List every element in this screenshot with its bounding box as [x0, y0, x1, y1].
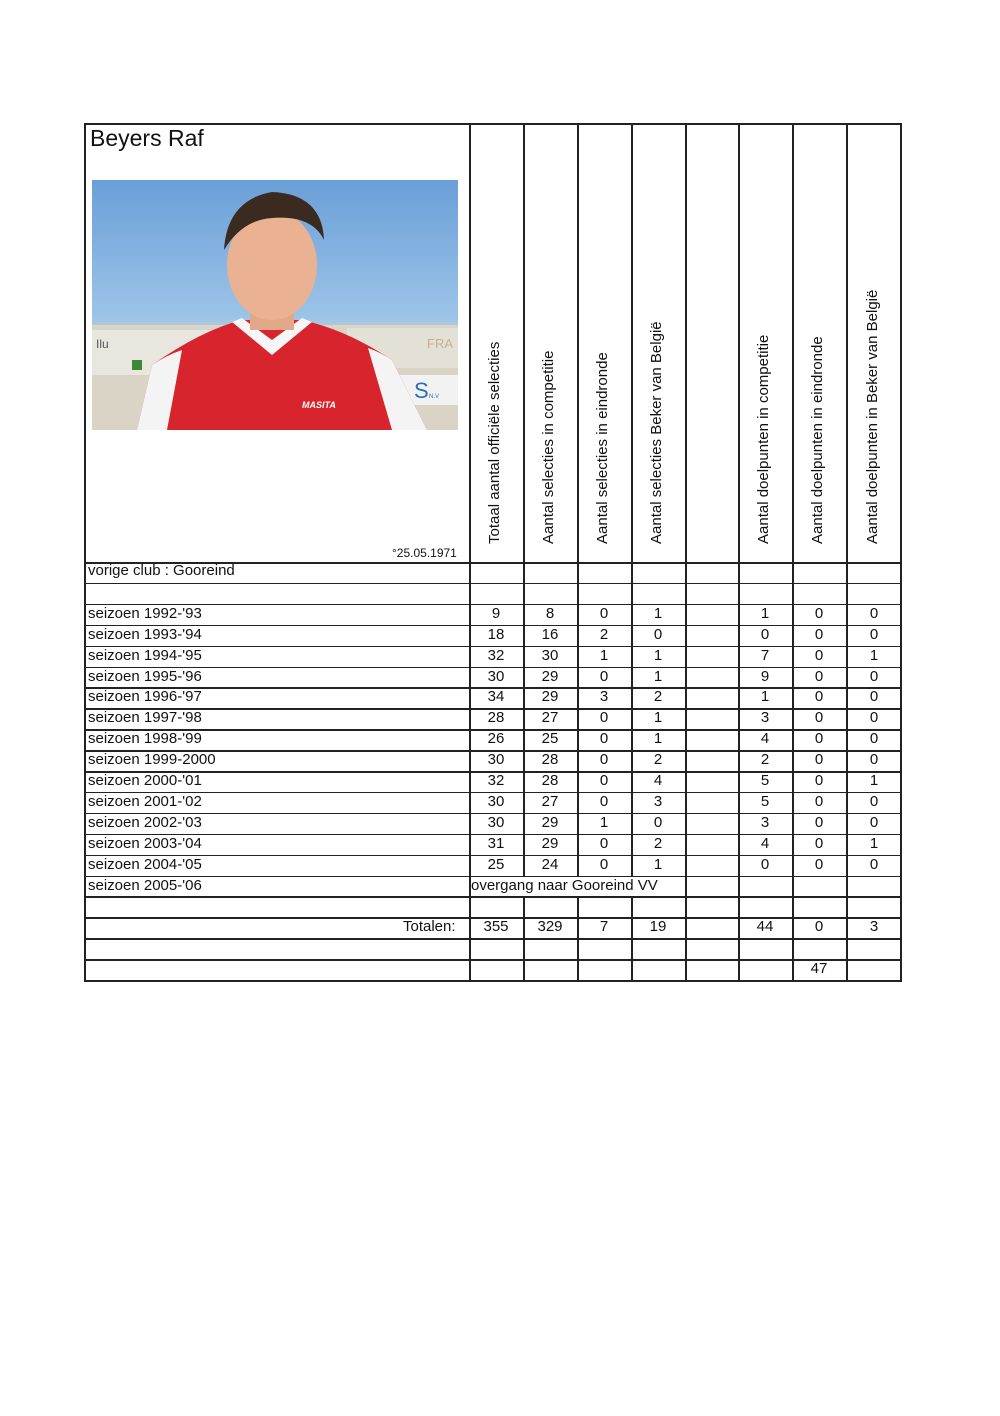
- grid-line: [84, 123, 902, 125]
- stat-cell: 1: [869, 646, 879, 664]
- board-text-left: Ilu: [96, 337, 109, 351]
- stat-cell: 0: [814, 855, 824, 873]
- stat-cell: 0: [599, 751, 609, 769]
- stat-cell: 0: [599, 772, 609, 789]
- player-photo: [92, 180, 458, 430]
- stat-cell: 2: [653, 751, 663, 769]
- board-text-s: S: [414, 378, 429, 403]
- season-label: seizoen 1998-'99: [88, 730, 202, 748]
- column-header-3: Aantal selecties in eindronde: [594, 352, 611, 544]
- stat-cell: 0: [814, 604, 824, 622]
- stat-cell: 0: [869, 604, 879, 622]
- stat-cell: 0: [869, 792, 879, 810]
- board-text-fra: FRA: [427, 336, 453, 351]
- stat-cell: 0: [814, 646, 824, 664]
- transfer-note: overgang naar Gooreind VV: [471, 876, 658, 894]
- total-cell: 19: [649, 918, 667, 936]
- stat-cell: 0: [814, 813, 824, 831]
- stat-cell: 1: [869, 834, 879, 852]
- grid-line: [84, 959, 902, 961]
- stat-cell: 0: [869, 688, 879, 706]
- stat-cell: 28: [541, 751, 559, 769]
- season-label: seizoen 1997-'98: [88, 709, 202, 727]
- stat-cell: 0: [653, 625, 663, 643]
- total-cell: 355: [483, 918, 509, 936]
- stat-cell: 24: [541, 855, 559, 873]
- total-cell: 329: [537, 918, 563, 936]
- stat-cell: 7: [760, 646, 770, 664]
- stat-cell: 0: [814, 667, 824, 685]
- stat-cell: 18: [487, 625, 505, 643]
- grid-line: [84, 583, 902, 585]
- stat-cell: 0: [869, 855, 879, 873]
- season-label: seizoen 1999-2000: [88, 751, 216, 769]
- stat-cell: 30: [487, 751, 505, 769]
- stat-cell: 0: [599, 855, 609, 873]
- stat-cell: 2: [599, 625, 609, 643]
- player-photo-image: [92, 180, 458, 430]
- stat-cell: 1: [599, 646, 609, 664]
- season-label: seizoen 2004-'05: [88, 855, 202, 873]
- season-label: seizoen 2001-'02: [88, 792, 202, 810]
- stat-cell: 31: [487, 834, 505, 852]
- stat-cell: 0: [760, 855, 770, 873]
- transfer-season-label: seizoen 2005-'06: [88, 876, 202, 894]
- stat-cell: 0: [814, 730, 824, 748]
- stat-cell: 0: [869, 667, 879, 685]
- column-header-7: Aantal doelpunten in eindronde: [809, 336, 826, 544]
- season-label: seizoen 1994-'95: [88, 646, 202, 664]
- stat-cell: 3: [760, 709, 770, 727]
- previous-club: vorige club : Gooreind: [88, 562, 235, 579]
- stat-cell: 1: [653, 604, 663, 622]
- stat-cell: 0: [869, 751, 879, 769]
- stat-cell: 29: [541, 688, 559, 706]
- season-label: seizoen 1993-'94: [88, 625, 202, 643]
- stat-cell: 4: [760, 834, 770, 852]
- stat-cell: 1: [599, 813, 609, 831]
- board-text-nv: N.V: [429, 394, 440, 400]
- stat-cell: 1: [653, 709, 663, 727]
- stat-cell: 2: [653, 688, 663, 706]
- season-label: seizoen 1995-'96: [88, 667, 202, 685]
- stat-cell: 25: [541, 730, 559, 748]
- stat-cell: 27: [541, 709, 559, 727]
- grid-line: [84, 896, 902, 898]
- stat-cell: 9: [491, 604, 501, 622]
- stat-cell: 1: [869, 772, 879, 789]
- stat-cell: 0: [814, 625, 824, 643]
- total-cell: 7: [599, 918, 609, 936]
- stat-cell: 0: [599, 604, 609, 622]
- stat-cell: 3: [599, 688, 609, 706]
- season-label: seizoen 2000-'01: [88, 772, 202, 789]
- stat-cell: 0: [814, 709, 824, 727]
- stat-cell: 1: [760, 688, 770, 706]
- stat-cell: 0: [599, 667, 609, 685]
- season-label: seizoen 1992-'93: [88, 604, 202, 622]
- stat-cell: 29: [541, 834, 559, 852]
- total-cell: 44: [756, 918, 774, 936]
- column-header-1: Totaal aantal officiële selecties: [486, 341, 503, 544]
- column-header-8: Aantal doelpunten in Beker van België: [864, 289, 881, 544]
- stat-cell: 30: [487, 792, 505, 810]
- stat-cell: 0: [760, 625, 770, 643]
- player-stats-sheet: [84, 123, 902, 982]
- grid-line: [84, 980, 902, 982]
- grid-line: [84, 938, 902, 940]
- stat-cell: 28: [541, 772, 559, 789]
- stat-cell: 29: [541, 667, 559, 685]
- stat-cell: 0: [814, 792, 824, 810]
- shirt-sponsor-text: MASITA: [302, 400, 336, 410]
- total-cell: 3: [869, 918, 879, 936]
- stat-cell: 1: [653, 646, 663, 664]
- stat-cell: 0: [599, 730, 609, 748]
- season-label: seizoen 2003-'04: [88, 834, 202, 852]
- stat-cell: 0: [599, 792, 609, 810]
- season-label: seizoen 2002-'03: [88, 813, 202, 831]
- stat-cell: 1: [653, 730, 663, 748]
- stat-cell: 32: [487, 646, 505, 664]
- stat-cell: 2: [653, 834, 663, 852]
- stat-cell: 28: [487, 709, 505, 727]
- stat-cell: 0: [814, 688, 824, 706]
- stat-cell: 0: [814, 751, 824, 769]
- stat-cell: 0: [814, 772, 824, 789]
- grid-line: [685, 123, 687, 982]
- stat-cell: 4: [653, 772, 663, 789]
- stat-cell: 0: [869, 730, 879, 748]
- stat-cell: 34: [487, 688, 505, 706]
- stat-cell: 30: [487, 667, 505, 685]
- stat-cell: 29: [541, 813, 559, 831]
- stat-cell: 3: [653, 792, 663, 810]
- grand-total-goals: 47: [810, 960, 828, 978]
- stat-cell: 0: [599, 709, 609, 727]
- grid-line: [84, 123, 86, 982]
- stat-cell: 1: [653, 667, 663, 685]
- column-header-4: Aantal selecties Beker van België: [648, 321, 665, 544]
- stat-cell: 0: [814, 834, 824, 852]
- stat-cell: 30: [541, 646, 559, 664]
- column-header-6: Aantal doelpunten in competitie: [755, 334, 772, 544]
- stat-cell: 25: [487, 855, 505, 873]
- stat-cell: 5: [760, 792, 770, 810]
- stat-cell: 27: [541, 792, 559, 810]
- stat-cell: 0: [869, 709, 879, 727]
- stat-cell: 0: [599, 834, 609, 852]
- totals-label: Totalen:: [403, 918, 456, 936]
- stat-cell: 32: [487, 772, 505, 789]
- stat-cell: 0: [653, 813, 663, 831]
- stat-cell: 2: [760, 751, 770, 769]
- stat-cell: 1: [760, 604, 770, 622]
- stat-cell: 3: [760, 813, 770, 831]
- stat-cell: 26: [487, 730, 505, 748]
- stat-cell: 5: [760, 772, 770, 789]
- total-cell: 0: [814, 918, 824, 936]
- column-header-2: Aantal selecties in competitie: [540, 350, 557, 544]
- birth-date: °25.05.1971: [392, 546, 457, 560]
- stat-cell: 8: [545, 604, 555, 622]
- player-name: Beyers Raf: [90, 125, 204, 151]
- stat-cell: 16: [541, 625, 559, 643]
- stat-cell: 1: [653, 855, 663, 873]
- stat-cell: 0: [869, 625, 879, 643]
- stat-cell: 30: [487, 813, 505, 831]
- stat-cell: 0: [869, 813, 879, 831]
- season-label: seizoen 1996-'97: [88, 688, 202, 706]
- stat-cell: 9: [760, 667, 770, 685]
- stat-cell: 4: [760, 730, 770, 748]
